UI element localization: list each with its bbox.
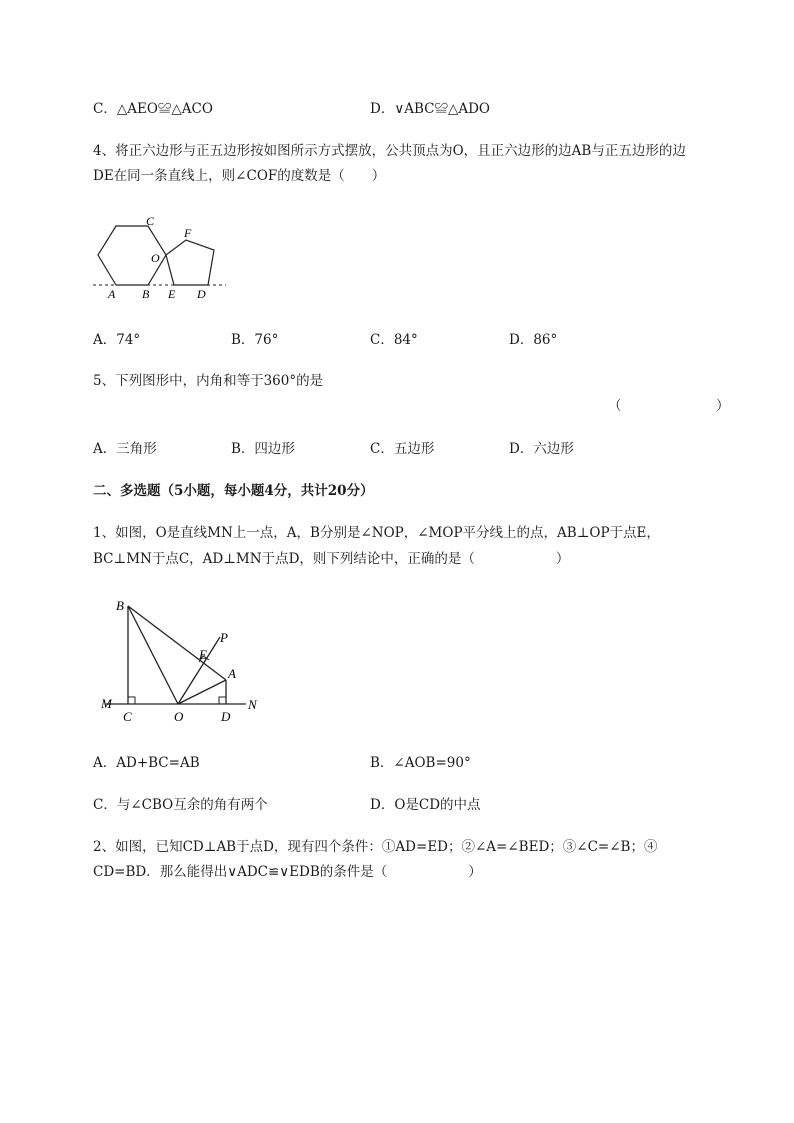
label-a: A [108,287,116,301]
label-c: C [146,214,155,228]
section-heading-multiple-choice: 二、多选题（5小题，每小题4分，共计20分） [93,483,374,499]
q5-option-a: A．三角形 [93,441,157,457]
q4-option-b: B．76° [231,332,279,348]
label-m: M [101,696,112,711]
m1-option-c: C．与∠CBO互余的角有两个 [93,797,268,813]
m1-option-b: B．∠AOB=90° [370,755,471,771]
q5-option-b: B．四边形 [231,441,295,457]
label-d: D [221,709,231,724]
question-5-answer-paren: （ ） [608,398,730,414]
multi-question-1-line-2: BC⊥MN于点C，AD⊥MN于点D，则下列结论中，正确的是（ ） [93,551,570,567]
label-b: B [116,598,124,613]
label-e: E [168,287,176,301]
q4-option-d: D．86° [509,332,558,348]
label-d: D [197,287,206,301]
right-angle-c [128,697,135,704]
multi-question-1-line-1: 1、如图，O是直线MN上一点，A，B分别是∠NOP，∠MOP平分线上的点，AB⊥OP于点E， [93,525,660,541]
label-p: P [220,630,228,645]
q4-option-a: A．74° [93,332,141,348]
angle-bisector-figure [98,592,270,726]
label-o: O [151,251,160,265]
m1-option-a: A．AD+BC=AB [93,755,200,771]
label-e: E [199,647,207,662]
question-4-line-2: DE在同一条直线上，则∠COF的度数是（ ） [93,168,386,184]
segment-bo [128,606,178,704]
q5-option-d: D．六边形 [509,441,574,457]
m1-option-d: D．O是CD的中点 [370,797,481,813]
hexagon-pentagon-figure [90,212,240,304]
question-4-line-1: 4、将正六边形与正五边形按如图所示方式摆放，公共顶点为O，且正六边形的边AB与正五边形的边 [93,143,686,159]
label-b: B [142,287,150,301]
label-f: F [184,226,192,240]
label-n: N [248,697,257,712]
label-c: C [123,709,132,724]
label-o: O [174,709,184,724]
multi-question-2-line-2: CD=BD．那么能得出∨ADC≌∨EDB的条件是（ ） [93,864,482,880]
segment-ba [128,606,226,680]
label-a: A [228,666,236,681]
option-d: D．∨ABC≌△ADO [370,101,490,117]
right-angle-d [219,697,226,704]
pentagon-shape [166,240,214,285]
question-5-stem: 5、下列图形中，内角和等于360°的是 [93,373,324,389]
q4-option-c: C．84° [370,332,418,348]
q5-option-c: C．五边形 [370,441,435,457]
option-c: C．△AEO≌△ACO [93,101,213,117]
multi-question-2-line-1: 2、如图，已知CD⊥AB于点D，现有四个条件：①AD=ED；②∠A=∠BED；③∠C=∠B；④ [93,839,658,855]
